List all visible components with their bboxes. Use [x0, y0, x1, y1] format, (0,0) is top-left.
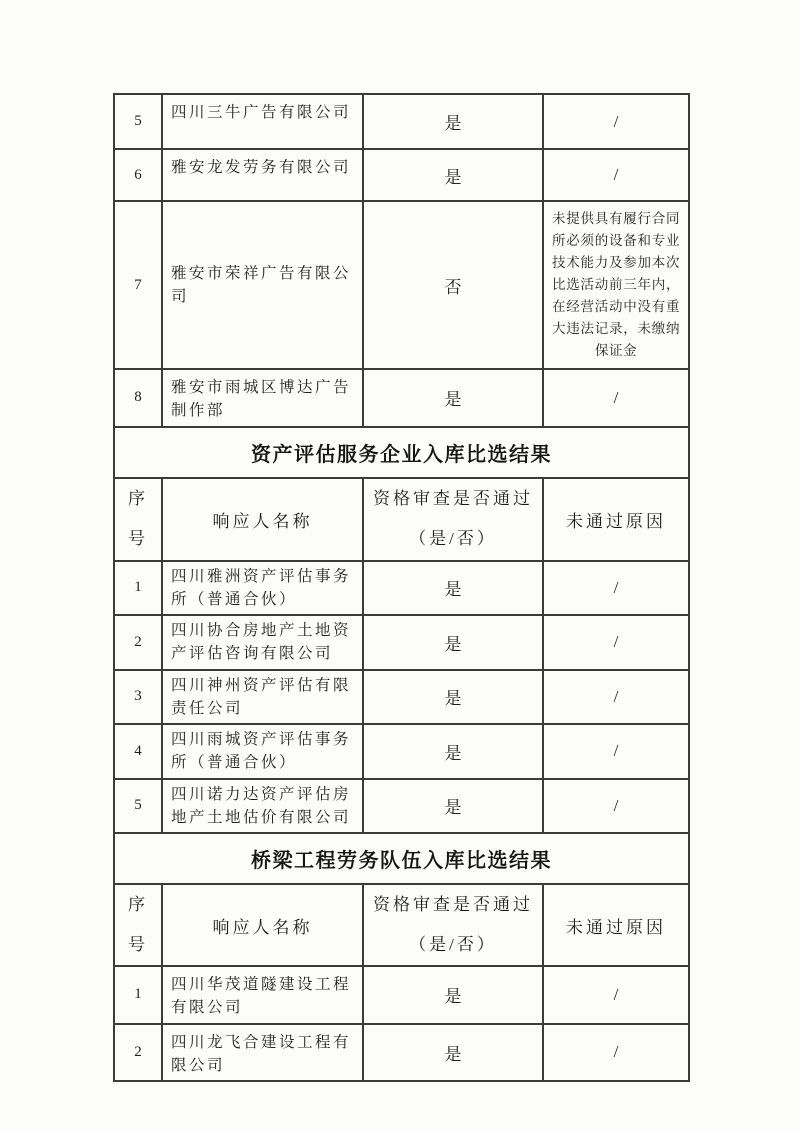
header-reason: 未通过原因 — [543, 478, 689, 561]
reason-cell: / — [543, 94, 689, 149]
header-pass — [363, 478, 543, 561]
pass-cell: 是 — [363, 149, 543, 201]
row-seq-cell: 3 — [114, 670, 162, 725]
company-name-cell: 四川雨城资产评估事务所（普通合伙） — [162, 724, 363, 779]
company-name-cell: 四川神州资产评估有限责任公司 — [162, 670, 363, 725]
pass-cell: 是 — [363, 1024, 543, 1082]
row-seq-cell: 4 — [114, 724, 162, 779]
header-reason: 未通过原因 — [543, 884, 689, 966]
pass-cell: 是 — [363, 561, 543, 616]
row-seq-cell: 1 — [114, 561, 162, 616]
pass-cell: 是 — [363, 966, 543, 1024]
company-name-cell: 四川诺力达资产评估房地产土地估价有限公司 — [162, 779, 363, 834]
company-name-cell: 四川华茂道隧建设工程有限公司 — [162, 966, 363, 1024]
row-seq-cell: 8 — [114, 369, 162, 427]
header-seq — [114, 884, 162, 966]
header-pass-line1: 资格审查是否通过 — [373, 489, 533, 508]
reason-cell: / — [543, 724, 689, 779]
reason-cell: / — [543, 1024, 689, 1082]
company-name-cell: 雅安市荣祥广告有限公司 — [162, 201, 363, 369]
header-seq-line2: 号 — [128, 935, 148, 954]
table-row — [114, 94, 689, 149]
pass-cell: 是 — [363, 94, 543, 149]
header-company-name: 响应人名称 — [162, 884, 363, 966]
header-seq-line1: 序 — [128, 895, 148, 914]
header-seq-line2: 号 — [128, 529, 148, 548]
table-row — [114, 1024, 689, 1082]
row-seq-cell: 2 — [114, 1024, 162, 1082]
header-pass-line2: （是/否） — [409, 935, 497, 954]
reason-cell: / — [543, 149, 689, 201]
section-title-bridge-labor: 桥梁工程劳务队伍入库比选结果 — [114, 833, 689, 884]
table-row — [114, 966, 689, 1024]
pass-cell: 是 — [363, 670, 543, 725]
reason-cell: / — [543, 779, 689, 834]
table-row — [114, 833, 689, 884]
company-name-cell: 四川三牛广告有限公司 — [162, 94, 363, 149]
company-name-cell: 四川龙飞合建设工程有限公司 — [162, 1024, 363, 1082]
table-row — [114, 884, 689, 966]
reason-cell: / — [543, 966, 689, 1024]
bid-selection-results-table — [113, 93, 690, 1082]
pass-cell: 是 — [363, 724, 543, 779]
row-seq-cell: 5 — [114, 94, 162, 149]
table-row — [114, 724, 689, 779]
table-row — [114, 201, 689, 369]
table-row — [114, 427, 689, 478]
table-row — [114, 369, 689, 427]
reason-cell: / — [543, 561, 689, 616]
row-seq-cell: 5 — [114, 779, 162, 834]
header-seq-line1: 序 — [128, 489, 148, 508]
company-name-cell: 四川雅洲资产评估事务所（普通合伙） — [162, 561, 363, 616]
reason-cell: / — [543, 670, 689, 725]
reason-cell: 未提供具有履行合同所必须的设备和专业技术能力及参加本次比选活动前三年内，在经营活动中没有重大违法记录，未缴纳保证金 — [543, 201, 689, 369]
row-seq-cell: 6 — [114, 149, 162, 201]
company-name-cell: 雅安市雨城区博达广告制作部 — [162, 369, 363, 427]
section-title-asset-eval: 资产评估服务企业入库比选结果 — [114, 427, 689, 478]
table-row — [114, 478, 689, 561]
reason-cell: / — [543, 615, 689, 670]
header-pass — [363, 884, 543, 966]
table-row — [114, 561, 689, 616]
header-pass-line1: 资格审查是否通过 — [373, 895, 533, 914]
pass-cell: 是 — [363, 779, 543, 834]
header-pass-line2: （是/否） — [409, 529, 497, 548]
table-row — [114, 670, 689, 725]
pass-cell: 否 — [363, 201, 543, 369]
table-row — [114, 615, 689, 670]
reason-cell: / — [543, 369, 689, 427]
company-name-cell: 雅安龙发劳务有限公司 — [162, 149, 363, 201]
table-row — [114, 149, 689, 201]
company-name-cell: 四川协合房地产土地资产评估咨询有限公司 — [162, 615, 363, 670]
table-row — [114, 779, 689, 834]
row-seq-cell: 2 — [114, 615, 162, 670]
row-seq-cell: 7 — [114, 201, 162, 369]
header-seq — [114, 478, 162, 561]
row-seq-cell: 1 — [114, 966, 162, 1024]
pass-cell: 是 — [363, 615, 543, 670]
pass-cell: 是 — [363, 369, 543, 427]
header-company-name: 响应人名称 — [162, 478, 363, 561]
